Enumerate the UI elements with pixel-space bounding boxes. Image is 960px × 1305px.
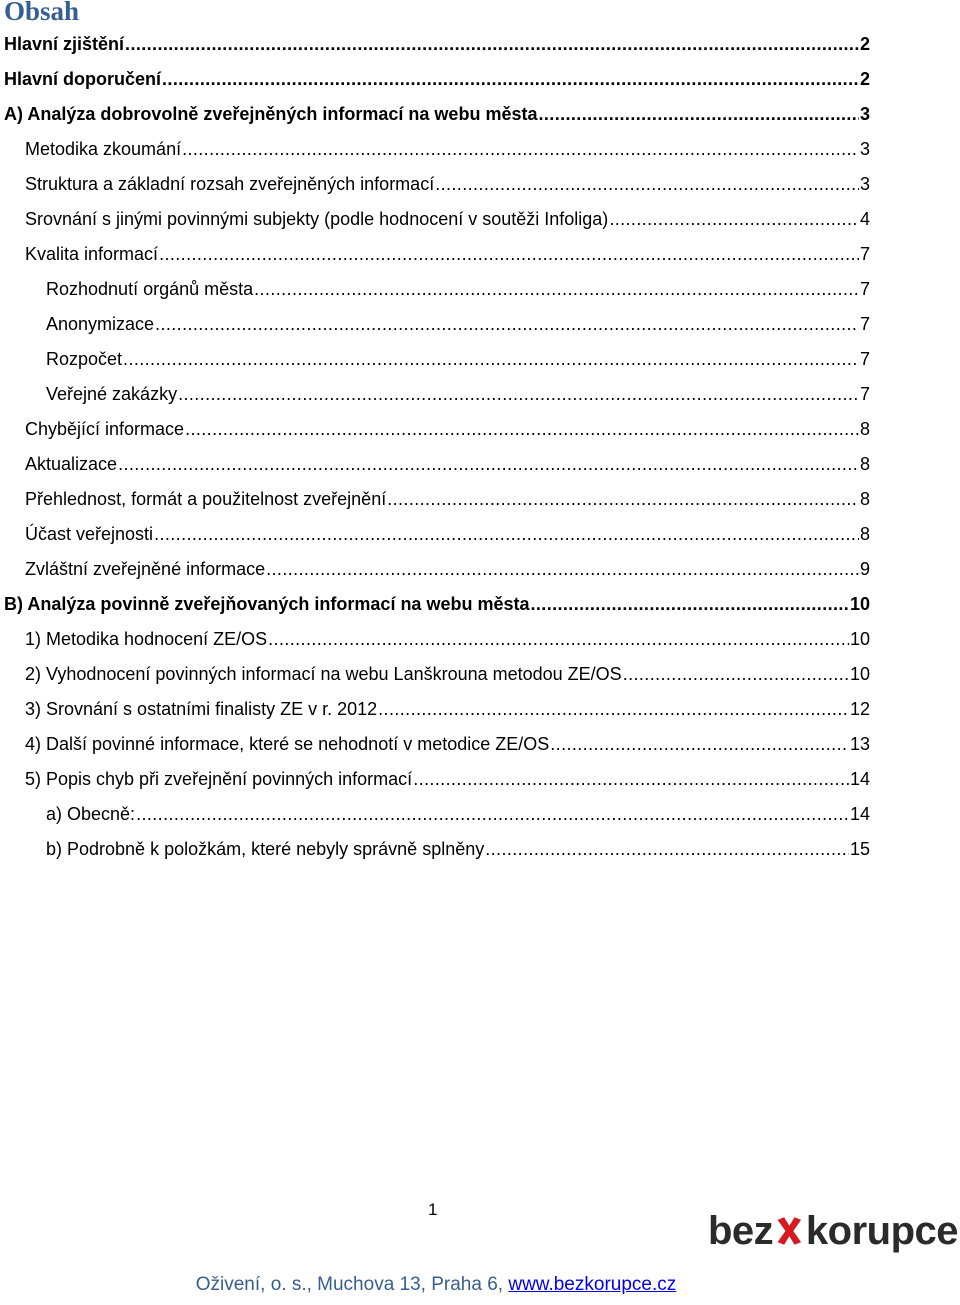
toc-dot-leader	[154, 517, 859, 552]
toc-entry[interactable]	[25, 552, 870, 587]
toc-entry-label: Účast veřejnosti	[25, 524, 154, 544]
x-icon	[775, 1208, 804, 1254]
toc-entry[interactable]	[46, 272, 870, 307]
toc-entry-label: Metodika zkoumání	[25, 139, 182, 159]
toc-dot-leader	[155, 307, 859, 342]
toc-dot-leader	[435, 167, 859, 202]
toc-entry[interactable]	[25, 517, 870, 552]
toc-dot-leader	[178, 377, 859, 412]
toc-entry[interactable]	[25, 727, 870, 762]
toc-entry[interactable]	[25, 447, 870, 482]
toc-entry-label: a) Obecně:	[46, 804, 136, 824]
footer-address: Oživení, o. s., Muchova 13, Praha 6,	[195, 1274, 509, 1295]
toc-entry-label: B) Analýza povinně zveřejňovaných informací na webu města	[4, 594, 530, 614]
toc-entry[interactable]	[46, 377, 870, 412]
toc-entry-label: Anonymizace	[46, 314, 155, 334]
toc-dot-leader	[136, 797, 849, 832]
toc-entry-page: 10	[849, 594, 870, 614]
toc-entry[interactable]	[25, 482, 870, 517]
toc-entry[interactable]	[25, 657, 870, 692]
toc-dot-leader	[182, 132, 859, 167]
toc-entry[interactable]	[46, 832, 870, 867]
toc-entry-label: Aktualizace	[25, 454, 118, 474]
toc-entry-label: Struktura a základní rozsah zveřejněných informací	[25, 174, 435, 194]
toc-dot-leader	[162, 62, 859, 97]
toc-entry-page: 8	[859, 419, 870, 439]
toc-entry-page: 7	[859, 314, 870, 334]
bezkorupce-logo	[708, 1206, 958, 1256]
toc-entry[interactable]	[25, 762, 870, 797]
toc-dot-leader	[623, 657, 849, 692]
toc-entry-label: Přehlednost, formát a použitelnost zveřejnění	[25, 489, 387, 509]
toc-entry[interactable]	[4, 97, 870, 132]
toc-entry-page: 3	[859, 104, 870, 124]
toc-entry-page: 14	[849, 769, 870, 789]
toc-dot-leader	[530, 587, 848, 622]
toc-dot-leader	[123, 342, 859, 377]
toc-entry-label: A) Analýza dobrovolně zveřejněných informací na webu města	[4, 104, 538, 124]
footer-website-link[interactable]: www.bezkorupce.cz	[508, 1274, 677, 1295]
toc-entry-page: 4	[859, 209, 870, 229]
toc-dot-leader	[266, 552, 859, 587]
toc-entry-label: b) Podrobně k položkám, které nebyly správně splněny	[46, 839, 485, 859]
toc-title: Obsah	[4, 0, 80, 26]
toc-entry-label: Hlavní zjištění	[4, 34, 125, 54]
toc-entry-page: 10	[849, 664, 870, 684]
toc-entry[interactable]	[25, 692, 870, 727]
toc-entry-label: Zvláštní zveřejněné informace	[25, 559, 266, 579]
toc-entry[interactable]	[46, 307, 870, 342]
toc-entry-label: Veřejné zakázky	[46, 384, 178, 404]
toc-entry-page: 12	[849, 699, 870, 719]
toc-entry[interactable]	[25, 622, 870, 657]
toc-dot-leader	[125, 27, 859, 62]
toc-entry[interactable]	[46, 342, 870, 377]
toc-entry-page: 7	[859, 279, 870, 299]
toc-entry-label: 4) Další povinné informace, které se nehodnotí v metodice ZE/OS	[25, 734, 550, 754]
toc-entry-page: 8	[859, 524, 870, 544]
toc-entry[interactable]	[4, 587, 870, 622]
page-footer	[0, 1274, 872, 1296]
toc-entry-label: Srovnání s jinými povinnými subjekty (podle hodnocení v soutěži Infoliga)	[25, 209, 609, 229]
toc-entry-label: Hlavní doporučení	[4, 69, 162, 89]
toc-dot-leader	[118, 447, 859, 482]
toc-entry-page: 3	[859, 139, 870, 159]
toc-entry-label: 3) Srovnání s ostatními finalisty ZE v r. 2012	[25, 699, 378, 719]
toc-dot-leader	[268, 622, 849, 657]
toc-dot-leader	[159, 237, 859, 272]
toc-dot-leader	[485, 832, 849, 867]
toc-entry[interactable]	[4, 27, 870, 62]
toc-entry-page: 7	[859, 349, 870, 369]
toc-dot-leader	[378, 692, 849, 727]
toc-entry-label: Kvalita informací	[25, 244, 159, 264]
toc-entry-page: 7	[859, 244, 870, 264]
toc-entry-page: 3	[859, 174, 870, 194]
toc-entry[interactable]	[4, 62, 870, 97]
toc-entry-page: 8	[859, 489, 870, 509]
toc-dot-leader	[609, 202, 859, 237]
toc-entry-label: 5) Popis chyb při zveřejnění povinných informací	[25, 769, 413, 789]
toc-entry-label: Rozpočet	[46, 349, 123, 369]
toc-dot-leader	[538, 97, 859, 132]
toc-entry[interactable]	[25, 237, 870, 272]
toc-dot-leader	[254, 272, 859, 307]
toc-entry[interactable]	[46, 797, 870, 832]
toc-entry-page: 8	[859, 454, 870, 474]
toc-dot-leader	[185, 412, 859, 447]
toc-dot-leader	[387, 482, 859, 517]
toc-entry-label: 2) Vyhodnocení povinných informací na webu Lanškrouna metodou ZE/OS	[25, 664, 622, 684]
toc-entry-page: 15	[849, 839, 870, 859]
toc-entry-page: 9	[859, 559, 870, 579]
toc-entry-page: 7	[859, 384, 870, 404]
logo-text-right: korupce	[805, 1209, 958, 1253]
logo-text-left: bez	[708, 1209, 774, 1253]
toc-entry-label: Rozhodnutí orgánů města	[46, 279, 254, 299]
toc-entry[interactable]	[25, 412, 870, 447]
page-number: 1	[428, 1200, 438, 1219]
toc-entry-page: 14	[849, 804, 870, 824]
toc-dot-leader	[413, 762, 849, 797]
toc-entry-page: 2	[859, 34, 870, 54]
toc-entry[interactable]	[25, 167, 870, 202]
toc-entry-label: 1) Metodika hodnocení ZE/OS	[25, 629, 268, 649]
toc-entry-page: 13	[849, 734, 870, 754]
toc-dot-leader	[550, 727, 849, 762]
toc-entry[interactable]	[25, 202, 870, 237]
toc-entry[interactable]	[25, 132, 870, 167]
toc-entry-label: Chybějící informace	[25, 419, 185, 439]
toc-entry-page: 2	[859, 69, 870, 89]
toc-entry-page: 10	[849, 629, 870, 649]
